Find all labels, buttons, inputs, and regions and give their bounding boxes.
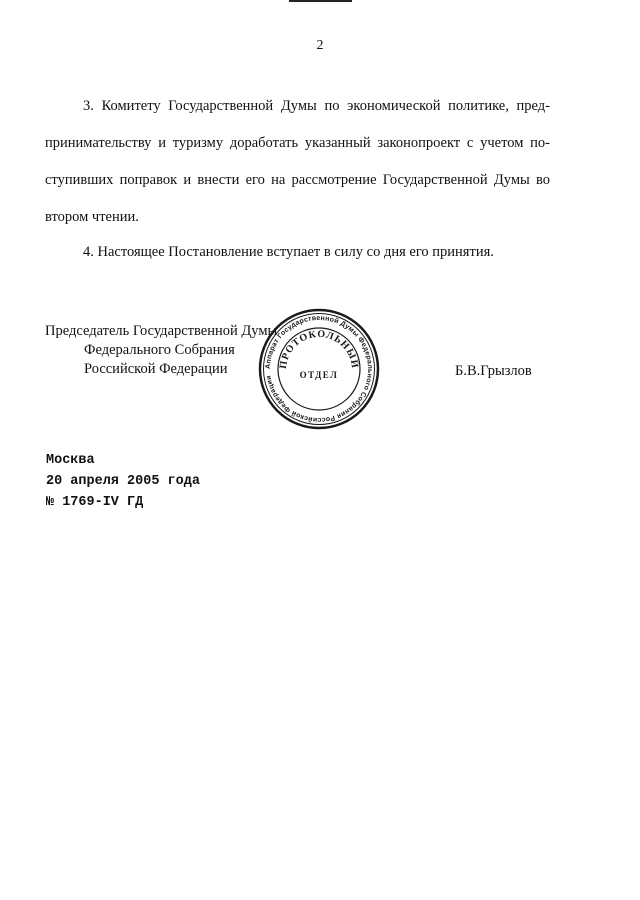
paragraph-3-line-3: ступивших поправок и внести его на рассмотрение Государственной Думы во bbox=[45, 172, 550, 188]
paragraph-3-line-2: принимательству и туризму доработать указанный законопроект с учетом по- bbox=[45, 135, 550, 151]
signatory-title-line-2: Федерального Собрания bbox=[84, 342, 235, 358]
document-footer bbox=[46, 450, 200, 513]
signature-block bbox=[45, 322, 277, 379]
paragraph-4-text: 4. Настоящее Постановление вступает в силу со дня его принятия. bbox=[83, 244, 494, 260]
signatory-name: Б.В.Грызлов bbox=[455, 363, 532, 379]
signatory-title-line-1: Председатель Государственной Думы bbox=[45, 323, 278, 339]
signatory-title-line-3: Российской Федерации bbox=[84, 361, 228, 377]
top-rule bbox=[289, 0, 352, 2]
paragraph-3-line-1: 3. Комитету Государственной Думы по экономической политике, пред- bbox=[83, 98, 550, 114]
stamp-bottom-text: ОТДЕЛ bbox=[299, 370, 339, 380]
svg-text:ПРОТОКОЛЬНЫЙ bbox=[278, 329, 361, 370]
stamp-center-text: ПРОТОКОЛЬНЫЙ bbox=[277, 328, 361, 370]
paragraph-3 bbox=[45, 88, 550, 236]
paragraph-3-line-4: втором чтении. bbox=[45, 209, 139, 225]
official-stamp-seal bbox=[258, 308, 380, 430]
paragraph-4 bbox=[45, 234, 550, 271]
footer-number: № 1769-IV ГД bbox=[46, 495, 144, 510]
footer-city: Москва bbox=[46, 453, 95, 468]
page-number: 2 bbox=[316, 38, 324, 53]
stamp-outer-text: Аппарат Государственной Думы Федерального Собрания Российской Федерации bbox=[264, 314, 374, 424]
footer-date: 20 апреля 2005 года bbox=[46, 474, 200, 489]
